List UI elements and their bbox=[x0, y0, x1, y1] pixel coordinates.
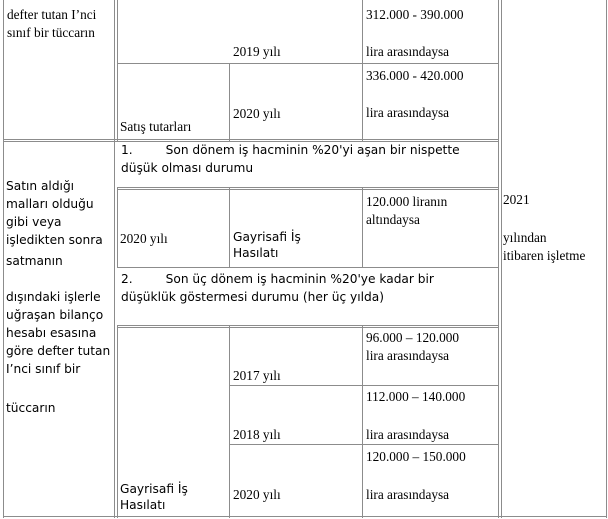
condition-1-number: 1. bbox=[121, 143, 133, 157]
row1-range: 312.000 - 390.000 bbox=[366, 7, 464, 22]
row1-range-suffix: lira arasındaysa bbox=[366, 44, 450, 59]
condition-2-text: Son üç dönem iş hacminin %20'ye kadar bir bbox=[165, 272, 434, 286]
cond2-row-range: 120.000 – 150.000 bbox=[366, 449, 466, 464]
cond2-row-year: 2018 yılı bbox=[233, 427, 281, 442]
left-line: işledikten sonra bbox=[6, 233, 103, 247]
left-line: malları olduğu bbox=[6, 197, 94, 211]
row2-range-suffix: lira arasındaysa bbox=[366, 105, 450, 120]
cond2-label-line-1: Gayrisafi İş bbox=[120, 482, 188, 496]
left-line: I’nci sınıf bir bbox=[6, 362, 81, 376]
top-left-line-2: sınıf bir tüccarın bbox=[7, 25, 95, 40]
start-text: yılından bbox=[503, 230, 547, 245]
cond2-row-year: 2020 yılı bbox=[233, 487, 281, 502]
cond1-range-line-2: altındaysa bbox=[366, 212, 420, 227]
cond2-row-suffix: lira arasındaysa bbox=[366, 348, 450, 363]
sales-amounts-label: Satış tutarları bbox=[120, 119, 192, 134]
left-line: gibi veya bbox=[6, 215, 62, 229]
condition-2-number: 2. bbox=[121, 272, 133, 286]
condition-2-text-2: düşüklük göstermesi durumu (her üç yılda) bbox=[121, 290, 385, 304]
start-year: 2021 bbox=[503, 192, 530, 207]
cond1-label-line-2: Hasılatı bbox=[233, 246, 279, 260]
left-line: Satın aldığı bbox=[6, 179, 75, 193]
top-left-line-1: defter tutan I’nci bbox=[7, 7, 97, 22]
left-line: dışındaki işlerle bbox=[6, 290, 101, 304]
cond1-range-line-1: 120.000 liranın bbox=[366, 194, 448, 209]
cond2-row-suffix: lira arasındaysa bbox=[366, 487, 450, 502]
cond2-row-year: 2017 yılı bbox=[233, 368, 281, 383]
row2-range: 336.000 - 420.000 bbox=[366, 68, 464, 83]
left-line: tüccarın bbox=[6, 401, 56, 415]
left-line: satmanın bbox=[6, 254, 63, 268]
start-text-2: itibaren işletme bbox=[503, 248, 586, 263]
condition-2-heading bbox=[121, 270, 434, 288]
row2-year: 2020 yılı bbox=[233, 106, 281, 121]
cond2-row-range: 96.000 – 120.000 bbox=[366, 330, 460, 345]
cond2-label-line-2: Hasılatı bbox=[120, 498, 166, 512]
condition-1-text-2: düşük olması durumu bbox=[121, 161, 254, 175]
left-line: hesabı esasına bbox=[6, 326, 97, 340]
cond2-row-suffix: lira arasındaysa bbox=[366, 427, 450, 442]
left-line: göre defter tutan bbox=[6, 344, 111, 358]
left-line: uğraşan bilanço bbox=[6, 308, 104, 322]
cond1-label-line-1: Gayrisafi İş bbox=[233, 230, 301, 244]
condition-1-text: Son dönem iş hacminin %20'yi aşan bir nispette bbox=[165, 143, 460, 157]
row1-year: 2019 yılı bbox=[233, 44, 281, 59]
cond1-year: 2020 yılı bbox=[120, 231, 168, 246]
cond2-row-range: 112.000 – 140.000 bbox=[366, 389, 466, 404]
condition-1-heading bbox=[121, 141, 460, 159]
